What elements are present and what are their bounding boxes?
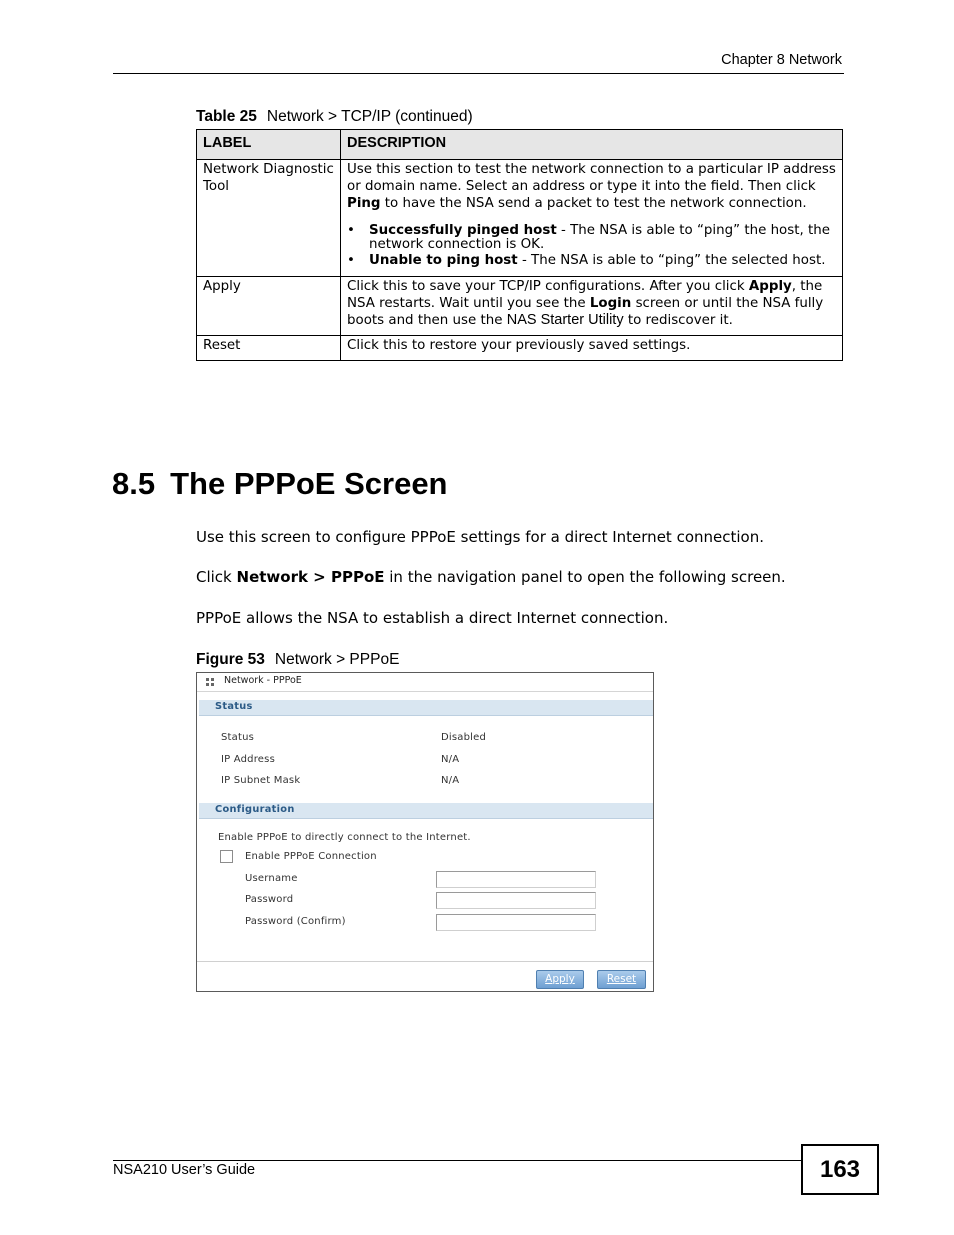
section-number: 8.5 — [112, 466, 156, 501]
table-header-row — [197, 130, 843, 160]
screen-footer-divider — [197, 961, 653, 962]
section-title: The PPPoE Screen — [170, 466, 448, 501]
section-heading — [112, 466, 448, 502]
column-header-description: DESCRIPTION — [341, 130, 843, 160]
figure-caption-text: Network > PPPoE — [274, 651, 400, 668]
navigation-paragraph: Click Network > PPPoE in the navigation panel to open the following screen. — [196, 568, 786, 586]
password-input[interactable] — [436, 892, 596, 909]
row-label-apply: Apply — [197, 277, 341, 336]
status-value: Disabled — [441, 732, 487, 743]
column-header-label: LABEL — [197, 130, 341, 160]
table-row — [197, 160, 843, 277]
table-caption-text: Network > TCP/IP (continued) — [266, 108, 473, 125]
row-description: Use this section to test the network connection to a particular IP address or domain name. Select an address or type it into the field. Then click Ping to have the NSA send a packet to test the network connection. • Successfully pinged host - The NSA is able to “ping” the host, the network connection is OK. • Unable to ping host - The NSA is able to “ping” the selected host. — [341, 160, 843, 277]
row-description: Click this to save your TCP/IP configurations. After you click Apply, the NSA restarts. Wait until you see the Login screen or until the NSA fully boots and then use the NAS Starter Utility to rediscover it. — [341, 277, 843, 336]
ip-subnet-mask-label: IP Subnet Mask — [221, 775, 301, 786]
pppoe-screen — [196, 672, 654, 992]
table-caption-label: Table 25 — [196, 108, 257, 125]
table-caption — [196, 108, 473, 126]
username-input[interactable] — [436, 871, 596, 888]
figure-caption-label: Figure 53 — [196, 651, 265, 668]
footer-guide-title: NSA210 User’s Guide — [113, 1162, 256, 1178]
row-label-network-diagnostic-tool: Network Diagnostic Tool — [197, 160, 341, 277]
bullet-list — [347, 224, 836, 268]
enable-pppoe-label: Enable PPPoE Connection — [245, 851, 377, 862]
page-number: 163 — [801, 1144, 879, 1195]
table-row — [197, 336, 843, 361]
reset-button[interactable]: Reset — [597, 970, 646, 989]
row-label-reset: Reset — [197, 336, 341, 361]
grip-icon — [206, 678, 214, 686]
status-label: Status — [221, 732, 255, 743]
chapter-header: Chapter 8 Network — [721, 52, 842, 68]
pppoe-paragraph: PPPoE allows the NSA to establish a direct Internet connection. — [196, 609, 669, 627]
enable-pppoe-checkbox[interactable] — [220, 850, 233, 863]
config-intro-text: Enable PPPoE to directly connect to the Internet. — [218, 832, 471, 843]
description-table — [196, 129, 843, 361]
header-rule — [113, 73, 844, 74]
ip-subnet-mask-value: N/A — [441, 775, 460, 786]
row-description: Click this to restore your previously saved settings. — [341, 336, 843, 361]
username-label: Username — [245, 873, 298, 884]
password-label: Password — [245, 894, 294, 905]
ip-address-label: IP Address — [221, 754, 275, 765]
screen-titlebar — [197, 673, 653, 692]
figure-caption — [196, 651, 399, 669]
apply-button[interactable]: Apply — [536, 970, 584, 989]
screen-title: Network - PPPoE — [224, 675, 302, 686]
configuration-section-header: Configuration — [199, 803, 653, 819]
list-item: • Unable to ping host - The NSA is able to “ping” the selected host. — [369, 254, 836, 268]
list-item: • Successfully pinged host - The NSA is able to “ping” the host, the network connection is OK. — [369, 224, 836, 252]
password-confirm-input[interactable] — [436, 914, 596, 931]
password-confirm-label: Password (Confirm) — [245, 916, 346, 927]
status-section-header: Status — [199, 700, 653, 716]
table-row — [197, 277, 843, 336]
intro-paragraph: Use this screen to configure PPPoE settings for a direct Internet connection. — [196, 528, 764, 546]
footer-rule — [113, 1160, 802, 1161]
ip-address-value: N/A — [441, 754, 460, 765]
